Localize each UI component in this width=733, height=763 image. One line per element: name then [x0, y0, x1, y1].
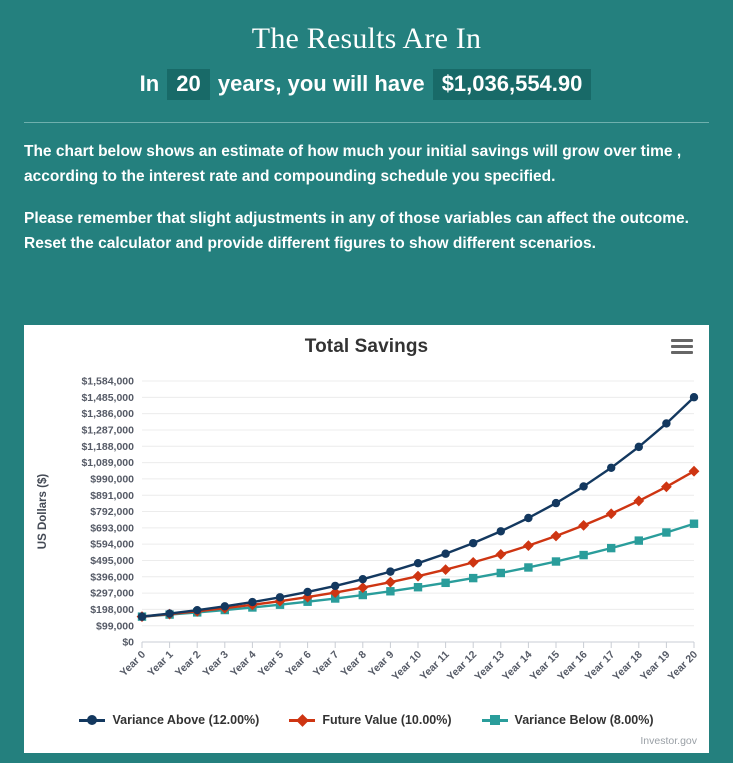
data-point[interactable] — [551, 531, 562, 542]
data-point[interactable] — [386, 587, 394, 595]
data-point[interactable] — [523, 540, 534, 551]
chart-svg[interactable] — [24, 355, 709, 710]
data-point[interactable] — [248, 598, 256, 606]
data-point[interactable] — [469, 574, 477, 582]
header-divider — [24, 122, 709, 123]
x-axis-tick-label: Year 18 — [610, 648, 645, 684]
x-axis-tick-label: Year 20 — [665, 648, 701, 684]
y-axis-tick-label: $0 — [122, 636, 134, 649]
data-point[interactable] — [165, 609, 173, 617]
data-point[interactable] — [633, 496, 644, 507]
x-axis-tick-label: Year 19 — [638, 648, 673, 684]
data-point[interactable] — [414, 559, 422, 567]
data-point[interactable] — [469, 539, 477, 547]
hamburger-bar — [671, 351, 693, 354]
x-axis-tick-label: Year 16 — [555, 648, 590, 684]
legend-marker-icon — [79, 714, 105, 726]
page-title: The Results Are In — [251, 22, 482, 55]
x-axis-tick-label: Year 13 — [472, 648, 507, 684]
y-axis-tick-label: $693,000 — [90, 522, 134, 535]
legend-item-0[interactable] — [79, 713, 259, 727]
chart-card — [24, 325, 709, 753]
hamburger-menu-icon[interactable] — [671, 339, 693, 355]
data-point[interactable] — [497, 569, 505, 577]
data-point[interactable] — [690, 520, 698, 528]
x-axis-tick-label: Year 2 — [172, 648, 204, 680]
amount-value: $1,036,554.90 — [433, 69, 592, 100]
x-axis-tick-label: Year 12 — [444, 648, 480, 684]
y-axis-tick-label: $495,000 — [90, 555, 134, 568]
data-point[interactable] — [579, 482, 587, 490]
y-axis-tick-label: $396,000 — [90, 571, 134, 584]
data-point[interactable] — [552, 557, 560, 565]
data-point[interactable] — [441, 550, 449, 558]
chart-credit: Investor.gov — [640, 735, 697, 747]
result-summary — [0, 69, 733, 100]
y-axis-tick-label: $1,485,000 — [81, 391, 134, 404]
data-point[interactable] — [662, 419, 670, 427]
x-axis-tick-label: Year 3 — [200, 648, 231, 680]
x-axis-tick-label: Year 17 — [582, 648, 618, 684]
y-axis-tick-label: $1,386,000 — [81, 408, 134, 421]
data-point[interactable] — [331, 582, 339, 590]
data-point[interactable] — [193, 606, 201, 614]
y-axis-tick-label: $198,000 — [90, 603, 134, 616]
data-point[interactable] — [579, 551, 587, 559]
x-axis-tick-label: Year 4 — [228, 648, 259, 680]
data-point[interactable] — [635, 443, 643, 451]
legend-item-2[interactable] — [482, 713, 654, 727]
x-axis-tick-label: Year 10 — [389, 648, 425, 684]
legend-label: Variance Above (12.00%) — [112, 713, 260, 727]
x-axis-tick-label: Year 9 — [366, 648, 397, 680]
y-axis-tick-label: $1,584,000 — [81, 375, 134, 388]
x-axis-tick-label: Year 14 — [500, 648, 535, 684]
data-point[interactable] — [606, 508, 617, 519]
y-axis-tick-label: $99,000 — [96, 620, 134, 633]
y-axis-tick-label: $1,287,000 — [81, 424, 134, 437]
hamburger-bar — [671, 339, 693, 342]
data-point[interactable] — [497, 527, 505, 535]
data-point[interactable] — [221, 602, 229, 610]
x-axis-tick-label: Year 15 — [527, 648, 563, 684]
data-point[interactable] — [385, 577, 396, 588]
data-point[interactable] — [303, 588, 311, 596]
x-axis-tick-label: Year 5 — [255, 648, 287, 680]
x-axis-tick-label: Year 0 — [117, 648, 149, 680]
y-axis-tick-label: $1,089,000 — [81, 457, 134, 470]
y-axis-tick-label: $792,000 — [90, 506, 134, 519]
data-point[interactable] — [607, 464, 615, 472]
data-point[interactable] — [552, 499, 560, 507]
y-axis-tick-label: $297,000 — [90, 587, 134, 600]
hamburger-bar — [671, 345, 693, 348]
chart-title: Total Savings — [304, 336, 429, 357]
data-point[interactable] — [413, 571, 424, 582]
y-axis-title: US Dollars ($) — [37, 473, 49, 550]
x-axis-tick-label: Year 8 — [338, 648, 369, 680]
data-point[interactable] — [524, 563, 532, 571]
description-block — [0, 139, 733, 256]
x-axis-tick-label: Year 6 — [283, 648, 314, 680]
data-point[interactable] — [578, 520, 589, 531]
legend-marker-icon — [482, 714, 508, 726]
years-value: 20 — [167, 69, 209, 100]
data-point[interactable] — [441, 579, 449, 587]
data-point[interactable] — [662, 528, 670, 536]
x-axis-tick-label: Year 7 — [310, 648, 342, 680]
data-point[interactable] — [635, 536, 643, 544]
data-point[interactable] — [689, 466, 700, 477]
legend-item-1[interactable] — [289, 713, 451, 727]
data-point[interactable] — [138, 612, 146, 620]
data-point[interactable] — [661, 481, 672, 492]
legend-symbol — [490, 715, 500, 725]
y-axis-tick-label: $990,000 — [90, 473, 134, 486]
legend-marker-icon — [289, 714, 315, 726]
data-point[interactable] — [276, 593, 284, 601]
y-axis-tick-label: $1,188,000 — [81, 440, 134, 453]
y-axis-tick-label: $594,000 — [90, 538, 134, 551]
data-point[interactable] — [468, 557, 479, 568]
chart-plot-area — [24, 355, 709, 710]
x-axis-tick-label: Year 11 — [417, 648, 452, 683]
data-point[interactable] — [690, 393, 698, 401]
legend-label: Variance Below (8.00%) — [514, 713, 654, 727]
legend-symbol — [296, 714, 309, 727]
data-point[interactable] — [414, 583, 422, 591]
data-point[interactable] — [386, 567, 394, 575]
x-axis-tick-label: Year 1 — [145, 648, 176, 680]
legend-symbol — [87, 715, 97, 725]
summary-prefix: In — [139, 71, 160, 96]
data-point[interactable] — [607, 544, 615, 552]
data-point[interactable] — [524, 514, 532, 522]
chart-legend — [24, 713, 709, 727]
y-axis-tick-label: $891,000 — [90, 489, 134, 502]
summary-middle: years, you will have — [217, 71, 425, 96]
data-point[interactable] — [359, 575, 367, 583]
data-point[interactable] — [495, 549, 506, 560]
data-point[interactable] — [440, 564, 451, 575]
description-paragraph-1: The chart below shows an estimate of how much your initial savings will grow over time , according to the interest rate and compounding schedule you specified. — [24, 142, 682, 185]
description-paragraph-2: Please remember that slight adjustments in any of those variables can affect the outcome. Reset the calculator and provide different figures to show different scenarios. — [24, 209, 689, 253]
legend-label: Future Value (10.00%) — [322, 713, 452, 727]
